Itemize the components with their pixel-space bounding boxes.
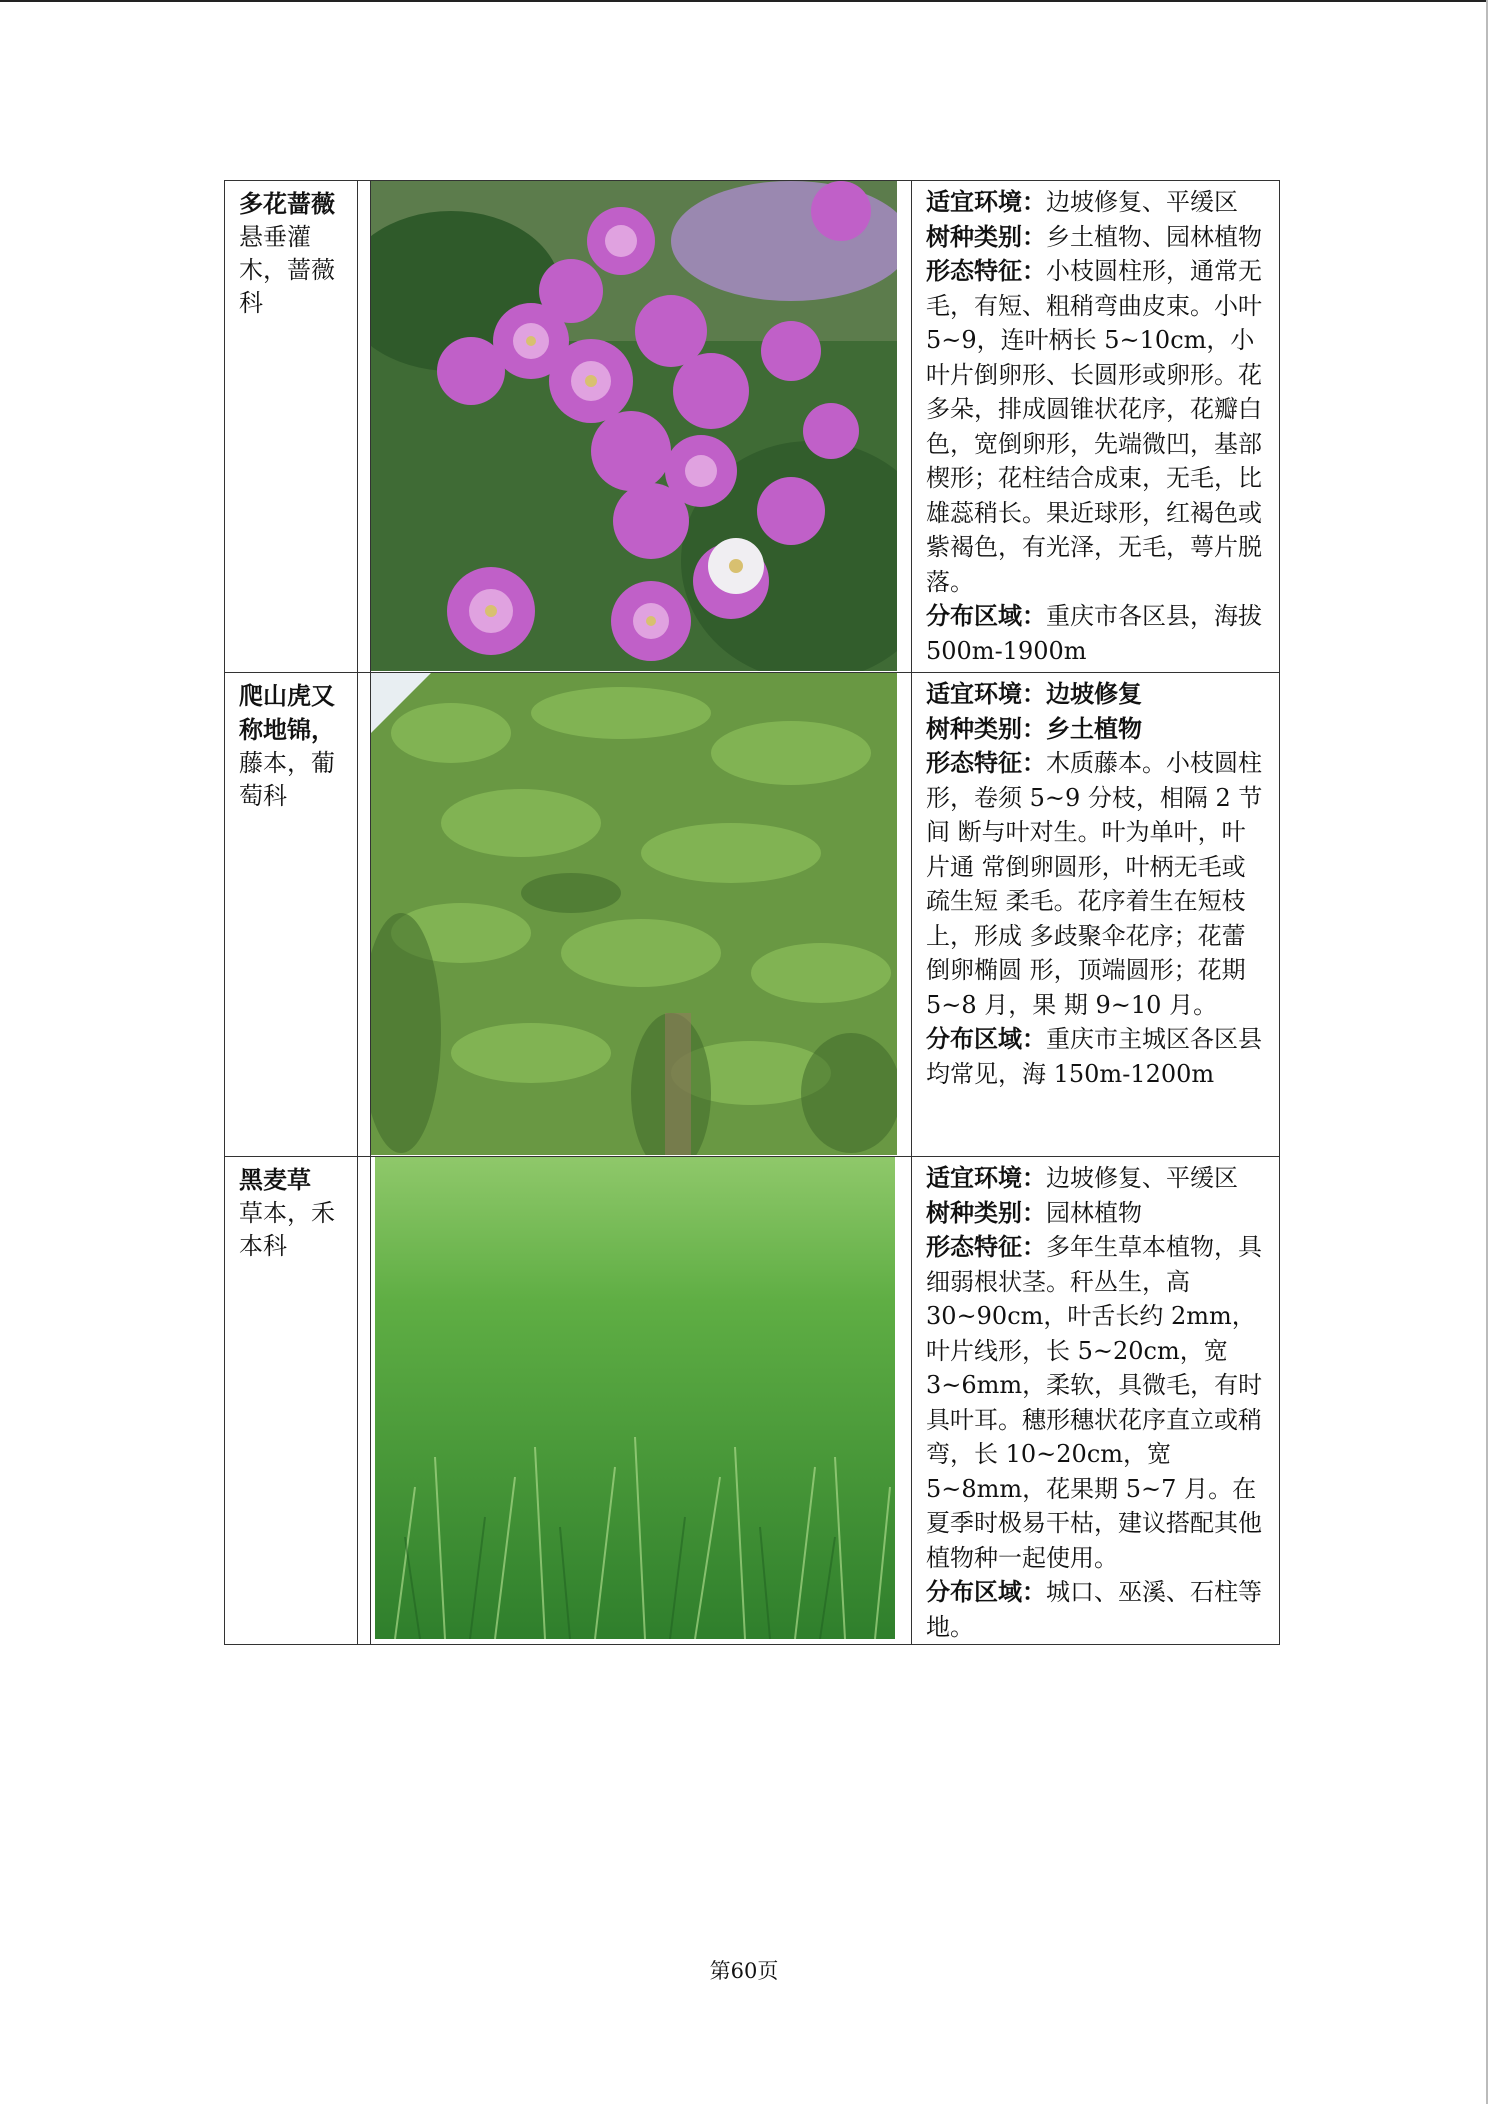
table-row xyxy=(225,181,1280,673)
plant-name: 爬山虎又称地锦， xyxy=(239,681,335,744)
spacer-cell xyxy=(358,1157,371,1645)
plant-table xyxy=(224,180,1280,1645)
distribution-field: 分布区域：城口、巫溪、石柱等地。 xyxy=(926,1577,1262,1641)
plant-name-cell xyxy=(225,181,358,673)
table-row xyxy=(225,673,1280,1157)
table-row xyxy=(225,1157,1280,1645)
plant-name-cell xyxy=(225,1157,358,1645)
environment-field: 适宜环境：边坡修复、平缓区 xyxy=(926,187,1238,216)
photo-cell xyxy=(371,181,912,673)
plant-family: 草本，禾本科 xyxy=(239,1199,335,1260)
morphology-field: 形态特征：木质藤本。小枝圆柱形，卷须 5~9 分枝，相隔 2 节间 断与叶对生。叶为单叶，叶片通 常倒卵圆形，叶柄无毛或疏生短 柔毛。花序着生在短枝上，形成 多歧聚伞花序；花蕾倒卵椭圆 形，顶端圆形；花期 5~8 月，果 期 9~10 月。 xyxy=(926,748,1263,1019)
species-type-field: 树种类别：乡土植物、园林植物 xyxy=(926,221,1262,251)
plant-description-cell xyxy=(912,181,1280,673)
species-type-field: 树种类别：乡土植物 xyxy=(926,713,1142,743)
plant-description-cell xyxy=(912,673,1280,1157)
spacer-cell xyxy=(358,181,371,673)
plant-description-cell xyxy=(912,1157,1280,1645)
spacer-cell xyxy=(358,673,371,1157)
morphology-field: 形态特征：小枝圆柱形，通常无毛，有短、粗稍弯曲皮束。小叶5~9，连叶柄长 5~10cm，小叶片倒卵形、长圆形或卵形。花多朵，排成圆锥状花序，花瓣白色，宽倒卵形，先端微凹，基部楔形；花柱结合成束，无毛，比雄蕊稍长。果近球形，红褐色或紫褐色，有光泽，无毛，萼片脱落。 xyxy=(926,256,1262,596)
ivy-wall-photo xyxy=(371,673,911,1155)
photo-cell xyxy=(371,673,912,1157)
environment-field: 适宜环境：边坡修复、平缓区 xyxy=(926,1163,1238,1192)
morphology-field: 形态特征：多年生草本植物，具细弱根状茎。秆丛生，高 30~90cm，叶舌长约 2mm，叶片线形，长 5~20cm，宽 3~6mm，柔软，具微毛，有时具叶耳。穗形穗状花序直立或稍弯，长 10~20cm，宽 5~8mm，花果期 5~7 月。在夏季时极易干枯，建议搭配其他植物种一起使用。 xyxy=(926,1232,1263,1572)
plant-name: 多花蔷薇 xyxy=(239,189,335,218)
environment-field: 适宜环境：边坡修复 xyxy=(926,679,1142,708)
plant-name: 黑麦草 xyxy=(239,1165,311,1194)
page-number: 第60页 xyxy=(709,1959,779,1983)
top-border xyxy=(0,0,1488,2)
grass-lawn-photo xyxy=(375,1157,911,1639)
plant-family: 藤本，葡萄科 xyxy=(239,749,335,810)
photo-cell xyxy=(371,1157,912,1645)
plant-family: 悬垂灌木，蔷薇科 xyxy=(239,223,335,317)
species-type-field: 树种类别：园林植物 xyxy=(926,1197,1142,1227)
distribution-field: 分布区域：重庆市主城区各区县均常见，海 150m-1200m xyxy=(926,1024,1262,1088)
plant-name-cell xyxy=(225,673,358,1157)
rose-flower-photo xyxy=(371,181,911,671)
distribution-field: 分布区域：重庆市各区县，海拔500m-1900m xyxy=(926,601,1262,665)
